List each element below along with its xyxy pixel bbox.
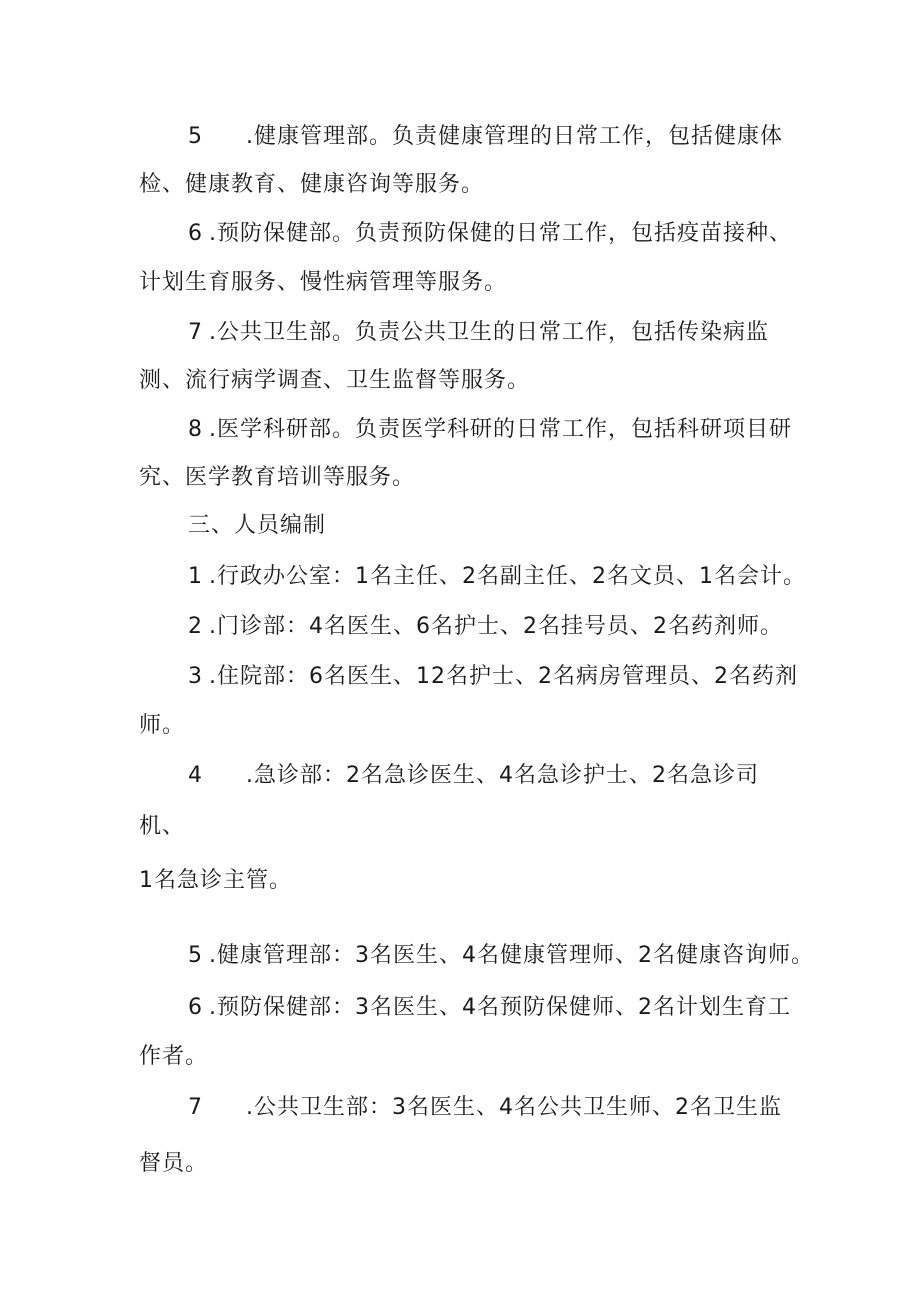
line-text: 作者。 (139, 1044, 209, 1069)
line-text: .门诊部：4名医生、6名护士、2名挂号员、2名药剂师。 (209, 614, 783, 639)
line-text: 机、 (139, 814, 186, 839)
list-number: 5 (188, 124, 203, 149)
list-number: 8 (188, 417, 203, 442)
list-number: 6 (188, 221, 203, 246)
line-text: 师。 (139, 713, 186, 738)
list-number: 6 (188, 995, 203, 1020)
line-text: .急诊部：2名急诊医生、4名急诊护士、2名急诊司 (246, 763, 759, 788)
line-text: .公共卫生部：3名医生、4名公共卫生师、2名卫生监 (246, 1095, 782, 1120)
line-text: 督员。 (139, 1151, 209, 1176)
section-heading-text: 三、人员编制 (188, 513, 327, 538)
line-text: 计划生育服务、慢性病管理等服务。 (139, 270, 508, 295)
line-text: 究、医学教育培训等服务。 (139, 465, 416, 490)
list-number: 7 (188, 320, 203, 345)
line-text: .住院部：6名医生、12名护士、2名病房管理员、2名药剂 (209, 664, 798, 689)
list-number: 7 (188, 1095, 203, 1120)
line-text: .医学科研部。负责医学科研的日常工作，包括科研项目研 (209, 417, 792, 442)
list-number: 4 (188, 763, 203, 788)
list-number: 3 (188, 664, 203, 689)
line-text: .行政办公室：1名主任、2名副主任、2名文员、1名会计。 (209, 564, 806, 589)
line-text: 检、健康教育、健康咨询等服务。 (139, 172, 485, 197)
line-text: 测、流行病学调查、卫生监督等服务。 (139, 368, 531, 393)
list-number: 1 (188, 564, 203, 589)
list-number: 5 (188, 943, 203, 968)
line-text: 1名急诊主管。 (139, 868, 292, 893)
line-text: .公共卫生部。负责公共卫生的日常工作，包括传染病监 (209, 320, 769, 345)
line-text: .预防保健部：3名医生、4名预防保健师、2名计划生育工 (209, 995, 791, 1020)
line-text: .健康管理部：3名医生、4名健康管理师、2名健康咨询师。 (209, 943, 814, 968)
list-number: 2 (188, 614, 203, 639)
line-text: .健康管理部。负责健康管理的日常工作，包括健康体 (246, 124, 783, 149)
line-text: .预防保健部。负责预防保健的日常工作，包括疫苗接种、 (209, 221, 792, 246)
